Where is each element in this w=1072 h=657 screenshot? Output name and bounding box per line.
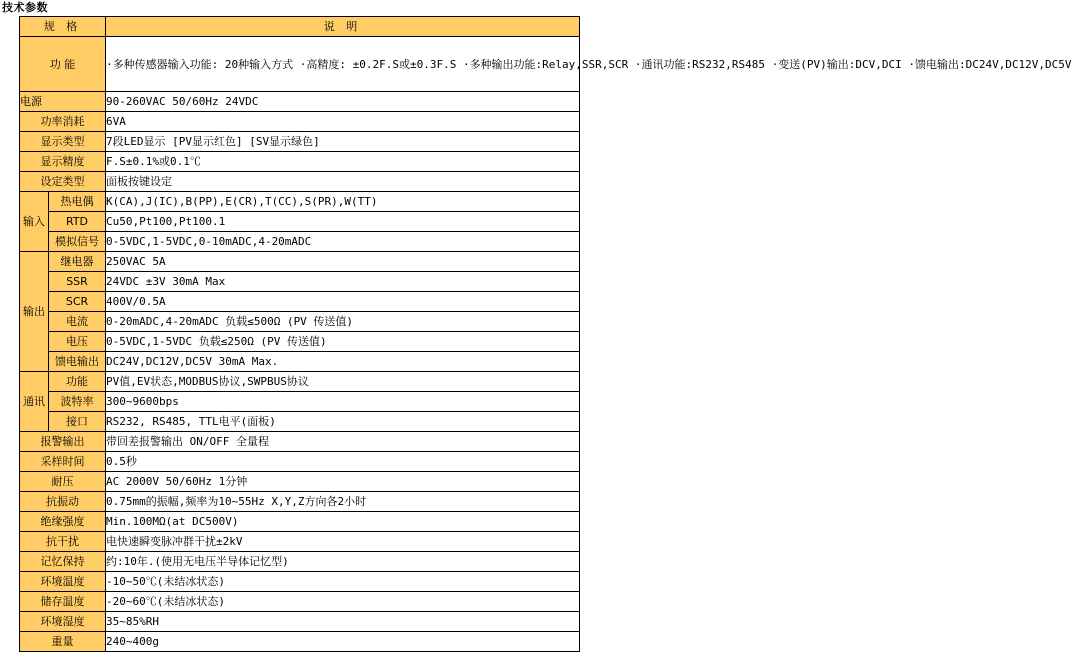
row-label: 设定类型 (20, 172, 106, 192)
header-desc: 说 明 (106, 17, 580, 37)
row-value: PV值,EV状态,MODBUS协议,SWPBUS协议 (106, 372, 580, 392)
input-category: 输入 (20, 192, 49, 252)
row-label: 电压 (49, 332, 106, 352)
row-label: 功能 (49, 372, 106, 392)
row-label: 重量 (20, 632, 106, 652)
row-value: Min.100MΩ(at DC500V) (106, 512, 580, 532)
table-row (20, 92, 580, 112)
row-value: 400V/0.5A (106, 292, 580, 312)
table-row (20, 592, 580, 612)
row-label: 显示类型 (20, 132, 106, 152)
row-value: DC24V,DC12V,DC5V 30mA Max. (106, 352, 580, 372)
row-value: 240~400g (106, 632, 580, 652)
row-label: 电流 (49, 312, 106, 332)
table-row (20, 332, 580, 352)
row-value: 24VDC ±3V 30mA Max (106, 272, 580, 292)
row-label: 显示精度 (20, 152, 106, 172)
row-value: ·多种传感器输入功能: 20种输入方式 ·高精度: ±0.2F.S或±0.3F.S ·多种输出功能:Relay,SSR,SCR ·通讯功能:RS232,RS485 ·变送(PV)输出:DCV,DCI ·馈电输出:DC24V,DC12V,DC5V (106, 37, 580, 92)
table-row (20, 572, 580, 592)
row-label: 记忆保持 (20, 552, 106, 572)
table-row (20, 552, 580, 572)
row-value: AC 2000V 50/60Hz 1分钟 (106, 472, 580, 492)
table-row (20, 532, 580, 552)
row-label: 环境湿度 (20, 612, 106, 632)
table-row (20, 512, 580, 532)
row-label: 抗振动 (20, 492, 106, 512)
table-row (20, 372, 580, 392)
table-row (20, 212, 580, 232)
row-value: 0.5秒 (106, 452, 580, 472)
row-label: RTD (49, 212, 106, 232)
row-value: 35~85%RH (106, 612, 580, 632)
row-value: Cu50,Pt100,Pt100.1 (106, 212, 580, 232)
table-row (20, 352, 580, 372)
spec-table (19, 16, 1072, 652)
table-row (20, 112, 580, 132)
row-label: 耐压 (20, 472, 106, 492)
table-header-row (20, 17, 580, 37)
row-label: 采样时间 (20, 452, 106, 472)
row-value: RS232, RS485, TTL电平(面板) (106, 412, 580, 432)
row-value: 约:10年.(使用无电压半导体记忆型) (106, 552, 580, 572)
page-title: 技术参数 (2, 1, 48, 14)
table-row (20, 37, 580, 92)
row-label: SSR (49, 272, 106, 292)
row-label: 绝缘强度 (20, 512, 106, 532)
table-row (20, 492, 580, 512)
row-label: 报警输出 (20, 432, 106, 452)
table-row (20, 472, 580, 492)
table-row (20, 272, 580, 292)
row-value: 7段LED显示 [PV显示红色] [SV显示绿色] (106, 132, 580, 152)
row-label: 馈电输出 (49, 352, 106, 372)
row-value: 300~9600bps (106, 392, 580, 412)
output-category: 输出 (20, 252, 49, 372)
row-value: -10~50℃(未结冰状态) (106, 572, 580, 592)
row-label: 波特率 (49, 392, 106, 412)
row-label: 功 能 (20, 37, 106, 92)
row-value: K(CA),J(IC),B(PP),E(CR),T(CC),S(PR),W(TT) (106, 192, 580, 212)
row-label: SCR (49, 292, 106, 312)
table-row (20, 252, 580, 272)
row-value: 0-20mADC,4-20mADC 负载≤500Ω (PV 传送值) (106, 312, 580, 332)
table-row (20, 312, 580, 332)
row-value: 电快速瞬变脉冲群干扰±2kV (106, 532, 580, 552)
row-value: 0-5VDC,1-5VDC 负载≤250Ω (PV 传送值) (106, 332, 580, 352)
row-value: -20~60℃(未结冰状态) (106, 592, 580, 612)
row-value: 0-5VDC,1-5VDC,0-10mADC,4-20mADC (106, 232, 580, 252)
table-row (20, 292, 580, 312)
row-value: 带回差报警输出 ON/OFF 全量程 (106, 432, 580, 452)
row-value: 6VA (106, 112, 580, 132)
row-label: 抗干扰 (20, 532, 106, 552)
row-value: F.S±0.1%或0.1℃ (106, 152, 580, 172)
row-value: 0.75mm的振幅,频率为10~55Hz X,Y,Z方向各2小时 (106, 492, 580, 512)
row-value: 面板按键设定 (106, 172, 580, 192)
table-row (20, 232, 580, 252)
table-row (20, 412, 580, 432)
row-value: 90-260VAC 50/60Hz 24VDC (106, 92, 580, 112)
table-row (20, 612, 580, 632)
table-row (20, 152, 580, 172)
row-label: 环境温度 (20, 572, 106, 592)
table-row (20, 172, 580, 192)
table-row (20, 432, 580, 452)
row-label: 热电偶 (49, 192, 106, 212)
row-value: 250VAC 5A (106, 252, 580, 272)
row-label: 模拟信号 (49, 232, 106, 252)
comm-category: 通讯 (20, 372, 49, 432)
table-row (20, 632, 580, 652)
row-label: 储存温度 (20, 592, 106, 612)
row-label: 接口 (49, 412, 106, 432)
table-row (20, 452, 580, 472)
row-label: 电源 (20, 92, 106, 112)
header-spec: 规 格 (20, 17, 106, 37)
table-row (20, 192, 580, 212)
table-row (20, 132, 580, 152)
row-label: 功率消耗 (20, 112, 106, 132)
table-row (20, 392, 580, 412)
row-label: 继电器 (49, 252, 106, 272)
